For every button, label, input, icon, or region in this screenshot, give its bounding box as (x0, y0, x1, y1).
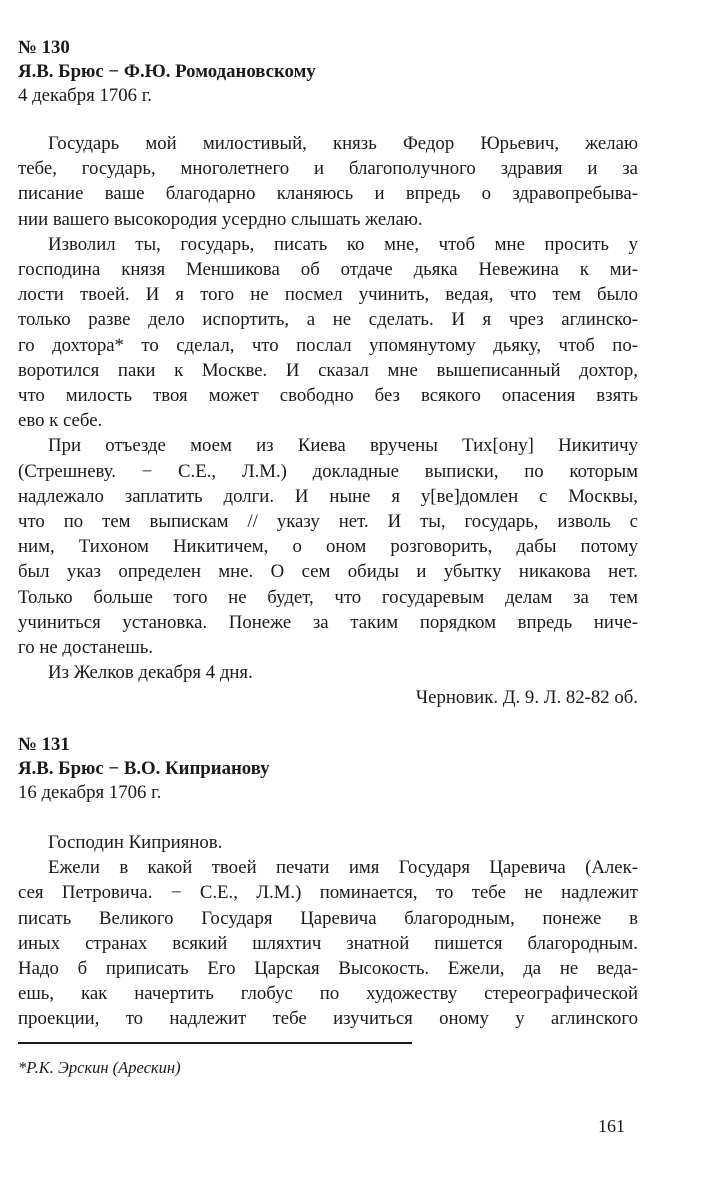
document-title: Я.В. Брюс − В.О. Киприанову (18, 758, 270, 779)
text-line: что по тем выпискам // указу нет. И ты, государь, изволь с (18, 511, 638, 533)
text-line: был указ определен мне. О сем обиды и убытку никакова нет. (18, 561, 638, 583)
text-line: Государь мой милостивый, князь Федор Юрьевич, желаю (48, 133, 638, 154)
text-line: ешь, как начертить глобус по художеству стереографической (18, 983, 638, 1005)
text-line: Господин Киприянов. (48, 832, 223, 853)
text-line: что милость твоя может свободно без всякого опасения взять (18, 385, 638, 407)
document-131-body (18, 830, 638, 1032)
text-line: го не достанешь. (18, 637, 154, 659)
text-line: Изволил ты, государь, писать ко мне, чтоб мне просить у (48, 233, 638, 255)
text-line: воротился паки к Москве. И сказал мне вышеписанный дохтор, (18, 359, 638, 381)
text-line: Из Желков декабря 4 дня. (48, 662, 253, 684)
document-130 (18, 36, 638, 108)
text-line: ево к себе. (18, 410, 103, 432)
text-line: Надо б приписать Его Царская Высокость. Ежели, да не веда- (18, 958, 638, 980)
text-line: нии вашего высокородия усердно слышать желаю. (18, 208, 423, 230)
document-title: Я.В. Брюс − Ф.Ю. Ромодановскому (18, 61, 316, 82)
text-line: ним, Тихоном Никитичем, о оном розговорить, дабы потому (18, 536, 638, 558)
text-line: лости твоей. И я того не посмел учинить, ведая, что тем было (18, 284, 638, 306)
document-131 (18, 733, 638, 805)
text-line: надлежало заплатить долги. И ныне я у[ве]домлен с Москвы, (18, 485, 638, 507)
text-line: Только больше того не будет, что государевым делам за тем (18, 586, 638, 608)
document-130-body (18, 131, 638, 711)
text-line: го дохтора* то сделал, что послал упомянутому дьяку, чтоб по- (18, 334, 638, 356)
archive-source: Черновик. Д. 9. Л. 82-82 об. (415, 687, 638, 709)
document-date: 16 декабря 1706 г. (18, 782, 162, 803)
document-number: № 131 (18, 734, 70, 755)
text-line: только разве дело испортить, а не сделать. И я чрез аглинско- (18, 309, 638, 331)
document-date: 4 декабря 1706 г. (18, 85, 152, 106)
document-number: № 130 (18, 37, 70, 58)
text-line: Ежели в какой твоей печати имя Государя Царевича (Алек- (48, 857, 638, 879)
text-line: При отъезде моем из Киева вручены Тих[ону] Никитичу (48, 435, 638, 457)
text-line: иных странах всякий шляхтич знатной пишется благородным. (18, 932, 638, 954)
text-line: тебе, государь, многолетнего и благополучного здравия и за (18, 158, 638, 180)
page-number: 161 (598, 1116, 625, 1136)
text-line: писание ваше благодарно кланяюсь и впредь о здравопребыва- (18, 183, 638, 205)
footnote-divider (18, 1042, 412, 1044)
text-line: учиниться установка. Понеже за таким порядком впредь ниче- (18, 611, 638, 633)
text-line: проекции, то надлежит тебе изучиться оному у аглинского (18, 1008, 638, 1030)
text-line: (Стрешневу. − С.Е., Л.М.) докладные выписки, по которым (18, 460, 638, 482)
text-line: господина князя Меншикова об отдаче дьяка Невежина к ми- (18, 259, 638, 281)
footnote: *Р.К. Эрскин (Арескин) (18, 1058, 181, 1077)
text-line: сея Петровича. − С.Е., Л.М.) поминается, то тебе не надлежит (18, 882, 638, 904)
text-line: писать Великого Государя Царевича благородным, понеже в (18, 907, 638, 929)
